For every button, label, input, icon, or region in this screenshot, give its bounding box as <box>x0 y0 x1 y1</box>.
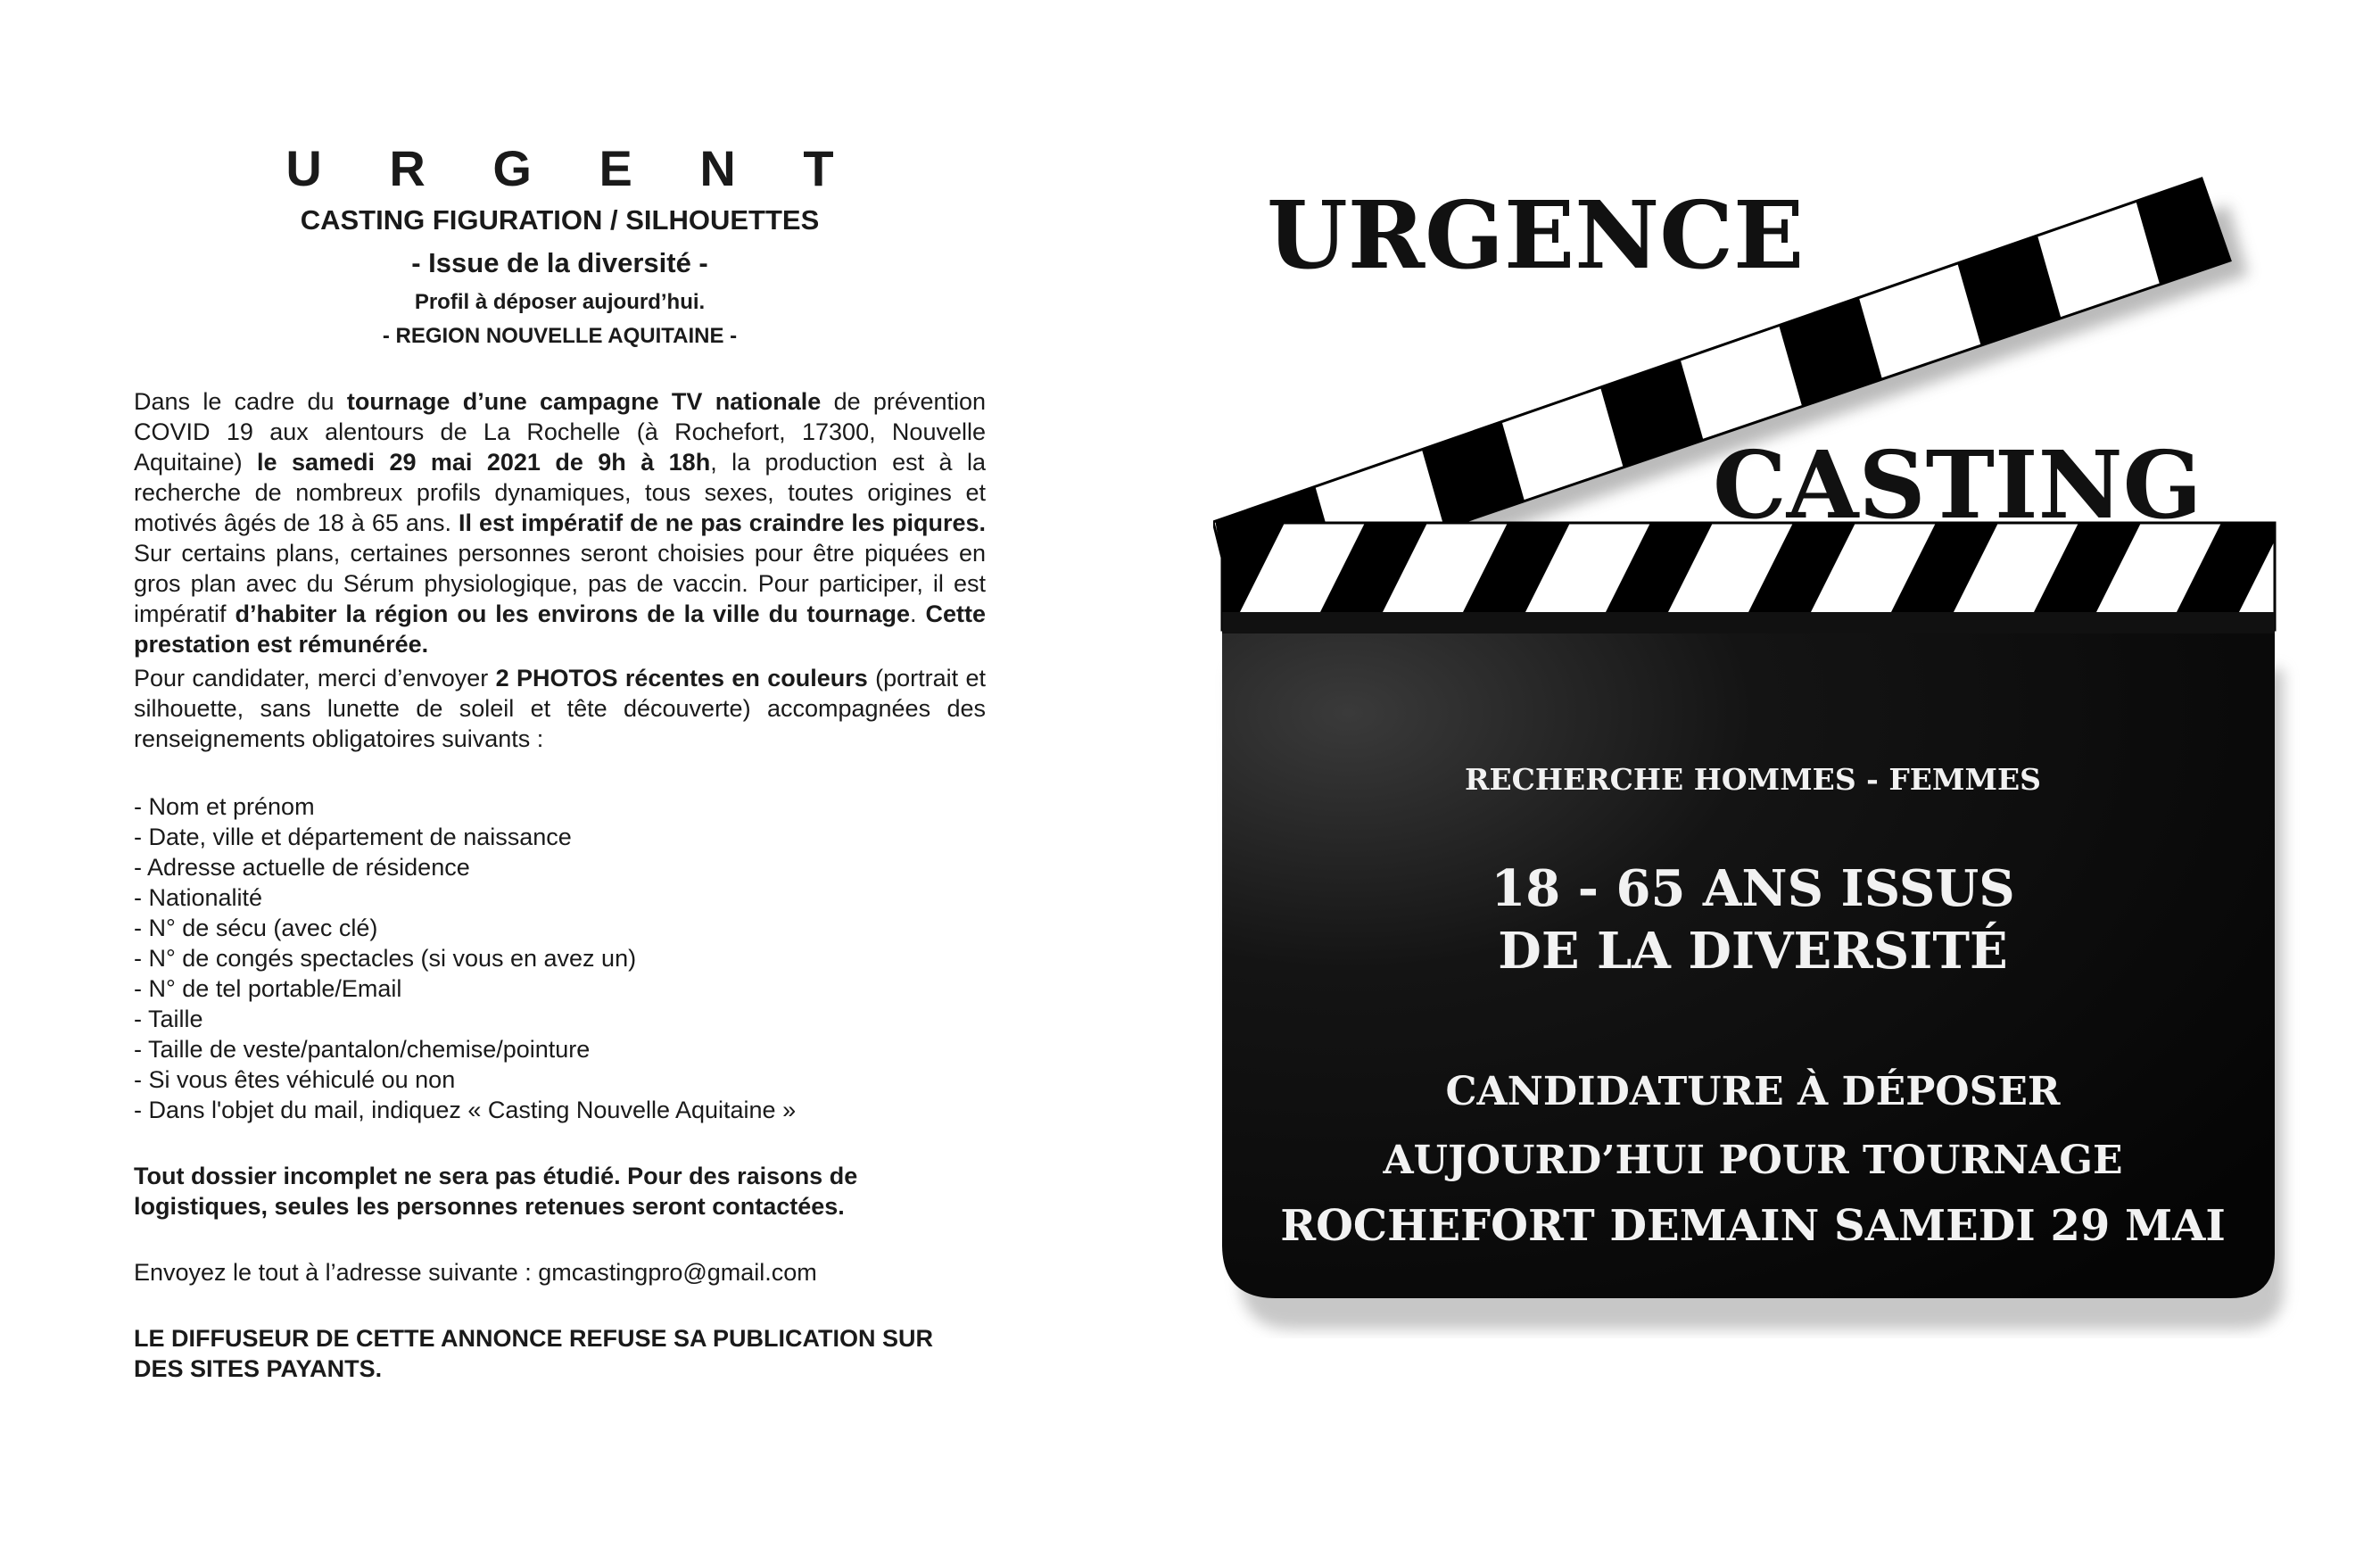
profile-deadline: Profil à déposer aujourd’hui. <box>414 290 706 314</box>
apply-text-1: Pour candidater, merci d’envoyer <box>134 665 496 691</box>
intro-text-2: de prévention COVID 19 aux alentours de La Rochelle (à Rochefort, 17300, Nouvelle Aquitaine) <box>134 388 987 476</box>
urgent-title: U R G E N T <box>285 140 861 196</box>
intro-bold-date: le samedi 29 mai 2021 de 9h à 18h <box>257 449 711 476</box>
list-item: - Date, ville et département de naissance <box>134 824 572 850</box>
intro-bold-needles: Il est impératif de ne pas craindre les piqures. <box>458 509 986 536</box>
apply-bold-photos: 2 PHOTOS récentes en couleurs <box>495 665 868 691</box>
casting-notice-text <box>134 125 986 1384</box>
recherche-line: RECHERCHE HOMMES - FEMMES <box>1465 762 2041 797</box>
publisher-notice: LE DIFFUSEUR DE CETTE ANNONCE REFUSE SA PUBLICATION SUR DES SITES PAYANTS. <box>134 1325 934 1382</box>
ages-line-2: DE LA DIVERSITÉ <box>1498 922 2008 981</box>
intro-bold-paid: Cette prestation est rémunérée. <box>134 600 986 658</box>
clapperboard-illustration <box>1213 170 2310 1338</box>
ages-line-1: 18 - 65 ANS ISSUS <box>1491 859 2015 918</box>
incomplete-warning: Tout dossier incomplet ne sera pas étudié. Pour des raisons de logistiques, seules les personnes retenues seront contactées. <box>134 1163 858 1220</box>
list-item: - Adresse actuelle de résidence <box>134 854 470 881</box>
candidature-line-3: ROCHEFORT DEMAIN SAMEDI 29 MAI <box>1280 1201 2226 1251</box>
list-item: - Nationalité <box>134 884 263 911</box>
apply-paragraph <box>134 663 986 754</box>
casting-subtitle: CASTING FIGURATION / SILHOUETTES <box>300 204 820 236</box>
diversity-subtitle: - Issue de la diversité - <box>411 247 708 278</box>
send-label: Envoyez le tout à l’adresse suivante : <box>134 1259 539 1286</box>
intro-text-3: , la production est à la recherche de nombreux profils dynamiques, tous sexes, toutes origines et motivés âgés de 18 à 65 ans. <box>134 449 986 536</box>
intro-text-5: . <box>910 600 926 627</box>
casting-heading: CASTING <box>1713 430 2202 540</box>
intro-bold-region: d’habiter la région ou les environs de la ville du tournage <box>235 600 911 627</box>
contact-email[interactable]: gmcastingpro@gmail.com <box>538 1259 817 1286</box>
list-item: - Si vous êtes véhiculé ou non <box>134 1066 456 1093</box>
list-item: - N° de sécu (avec clé) <box>134 915 378 941</box>
list-item: - N° de congés spectacles (si vous en avez un) <box>134 945 637 972</box>
intro-text-4: Sur certains plans, certaines personnes seront choisies pour être piquées en gros plan avec du Sérum physiologique, pas de vaccin. Pour participer, il est impératif <box>134 540 986 627</box>
list-item: - Nom et prénom <box>134 793 315 820</box>
list-item: - Taille <box>134 1006 203 1032</box>
list-item: - Dans l'objet du mail, indiquez « Casting Nouvelle Aquitaine » <box>134 1097 797 1123</box>
intro-paragraph <box>134 386 986 659</box>
candidature-line-1: CANDIDATURE À DÉPOSER <box>1445 1069 2061 1114</box>
required-info-list <box>134 791 986 1125</box>
region-line: - REGION NOUVELLE AQUITAINE - <box>382 324 738 348</box>
list-item: - N° de tel portable/Email <box>134 975 402 1002</box>
apply-text-2: (portrait et silhouette, sans lunette de soleil et tête découverte) accompagnées des renseignements obligatoires suivants : <box>134 665 986 752</box>
list-item: - Taille de veste/pantalon/chemise/pointure <box>134 1036 591 1063</box>
intro-text-1: Dans le cadre du <box>134 388 347 415</box>
intro-bold-campaign: tournage d’une campagne TV nationale <box>346 388 822 415</box>
send-line <box>134 1257 986 1288</box>
urgence-heading: URGENCE <box>1267 180 1805 290</box>
candidature-line-2: AUJOURD’HUI POUR TOURNAGE <box>1383 1138 2123 1183</box>
